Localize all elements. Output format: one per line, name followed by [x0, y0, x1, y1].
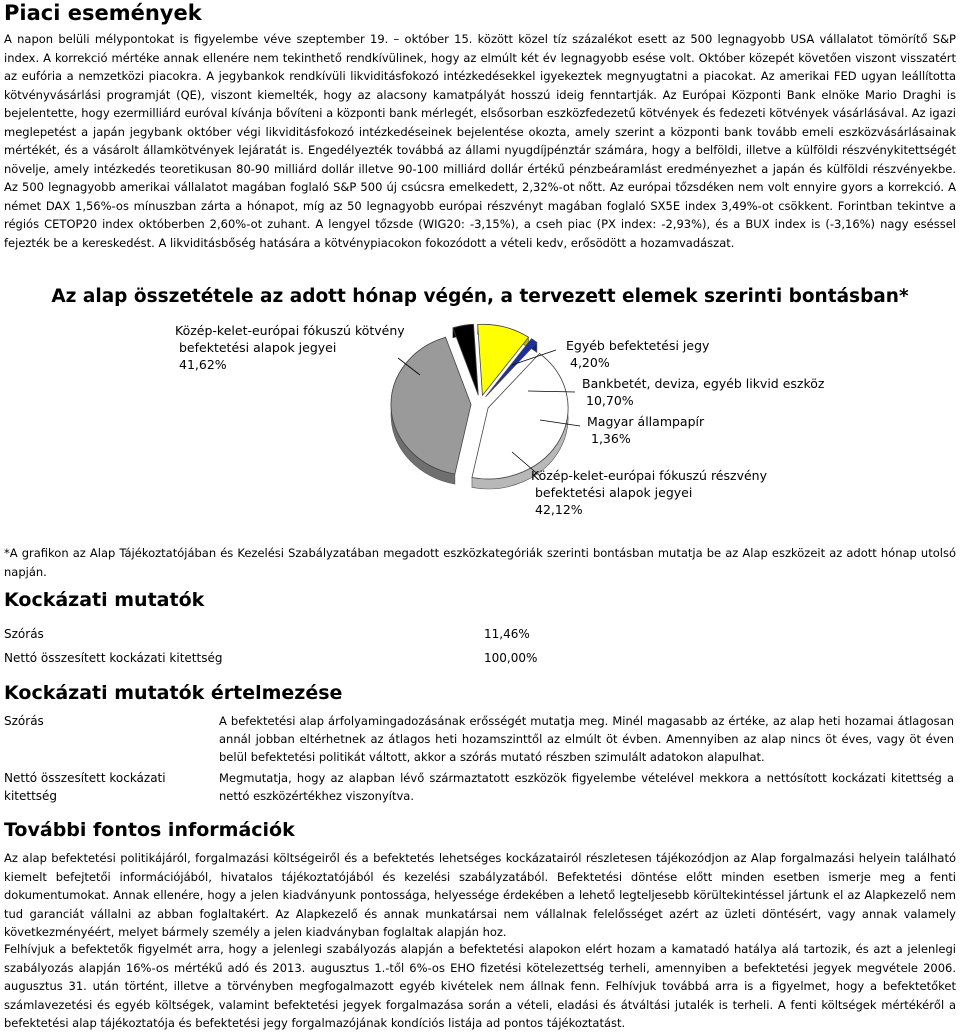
risk-interpretation-heading: Kockázati mutatók értelmezése	[4, 682, 343, 704]
pie-category-label-0: befektetési alapok jegyei	[535, 485, 693, 500]
risk-metrics-heading: Kockázati mutatók	[4, 589, 205, 611]
pie-category-label-0: Közép-kelet-európai fókuszú részvény	[531, 468, 767, 483]
interp-std-text: A befektetési alap árfolyamingadozásának erősségét mutatja meg. Minél magasabb az értéke, az alap heti hozamai átlagosan annál jobban eltérhetnek az átlagos heti hozamszinttől az elmúlt öt évben. Amennyiben az alap nincs öt éves, vagy öt éven belül befektetési politikát váltott, akkor a szórás mutató részben szimulált adatokon alapulhat.	[219, 714, 954, 764]
pie-slice-1	[391, 337, 471, 474]
risk-exposure-label: Nettó összesített kockázati kitettség	[4, 651, 223, 665]
pie-value-label-1: 41,62%	[179, 357, 227, 372]
pie-category-label-3: Bankbetét, deviza, egyéb likvid eszköz	[582, 376, 825, 391]
risk-exposure-value: 100,00%	[484, 651, 538, 665]
risk-std-label: Szórás	[4, 627, 44, 641]
pie-value-label-0: 42,12%	[535, 502, 583, 517]
pie-category-label-1: Közép-kelet-európai fókuszú kötvény	[175, 323, 405, 338]
market-events-heading: Piaci események	[4, 1, 202, 25]
further-info-heading: További fontos információk	[4, 819, 295, 841]
pie-category-label-1: befektetési alapok jegyei	[179, 340, 337, 355]
pie-category-label-4: Magyar állampapír	[587, 414, 705, 429]
pie-category-label-2: Egyéb befektetési jegy	[566, 338, 710, 353]
interp-std-label: Szórás	[4, 714, 44, 728]
risk-std-value: 11,46%	[484, 627, 530, 641]
pie-value-label-3: 10,70%	[586, 393, 634, 408]
pie-value-label-4: 1,36%	[591, 431, 631, 446]
further-info-paragraph-2: Felhívjuk a befektetők figyelmét arra, hogy a jelenlegi szabályozás alapján a befektetési alapokon elért hozam a kamatadó hatálya alá tartozik, és azt a jelenlegi szabályozás alapján 16%-os mértékű adó és 2013. augusztus 1.-től 6%-os EHO fizetési kötelezettség terheli, amennyiben a befektetési jegyek megvétele 2006. augusztus 31. után történt, illetve a törvényben megfogalmazott egyéb kivételek nem állnak fenn. Felhívjuk továbbá arra is a figyelmet, hogy a befektetőket számlavezetési és egyéb költségek, valamint befektetési jegyek forgalmazása során a vételi, eladási és átváltási jutalék is terheli. A fenti költségek mértékéről a befektetési alap tájékoztatója és befektetési jegy forgalmazójának kondíciós listája ad pontos tájékoztatást.	[4, 942, 956, 1030]
pie-value-label-2: 4,20%	[570, 355, 610, 370]
further-info-paragraph-1: Az alap befektetési politikájáról, forgalmazási költségeiről és a befektetés lehetséges kockázatairól részletesen tájékozódjon az Alap forgalmazási helyein található kiemelt befejtetői információjából, hivatalos tájékoztatójából és kezelési szabályzatából. Befektetési döntése előtt minden esetben ismerje meg a fenti dokumentumokat. Annak ellenére, hogy a jelen kiadványunk pontossága, helyessége érdekében a lehető legteljesebb körültekintéssel jártunk el az Alapkezelő nem tud garanciát vállalni az abban foglaltakért. Az Alapkezelő és annak munkatársai nem vállalnak felelősséget azért az üzleti döntésért, vagy annak valamely következményéért, melyet bármely személy a jelen kiadványban foglaltak alapján hoz.	[4, 851, 956, 939]
market-events-paragraph: A napon belüli mélypontokat is figyelembe véve szeptember 19. – október 15. között közel tíz százalékot esett az 500 legnagyobb USA vállalatot tömörítő S&P index. A korrekció mértéke annak ellenére nem tekinthető rendkívülinek, hogy az elmúlt két év legnagyobb esése volt. Október közepét követően viszont visszatért az eufória a nemzetközi piacokra. A jegybankok rendkívüli likviditásfokozó intézkedésekkel igyekeztek megnyugtatni a piacokat. Az amerikai FED ugyan leállította kötvényvásárlási programját (QE), viszont kiemelték, hogy az alacsony kamatpályát hosszú ideig fenntartják. Az Európai Központi Bank elnöke Mario Draghi is bejelentette, hogy ezermilliárd euróval kívánja bővíteni a központi bank mérlegét, elsősorban eszközfedezetű kötvények és fedezeti kötvények vásárlásával. Az igazi meglepetést a japán jegybank október végi likviditásfokozó intézkedéseinek bejelentése okozta, amely szerint a központi bank tovább emeli eszközvásárlásainak mértékét, és a vásárolt államkötvények lejáratát is. Engedélyezték továbbá az állami nyugdíjpénztár számára, hogy a belföldi, illetve a külföldi részvénykitettségét növelje, amely intézkedés teoretikusan 80-90 milliárd dollár illetve 90-100 milliárd dollár értékű pénzbeáramlást eredményezhet a japán és külföldi részvényekbe. Az 500 legnagyobb amerikai vállalatot magában foglaló S&P 500 új csúcsra emelkedett, 2,32%-ot nőtt. Az európai tőzsdéken nem volt ennyire gyors a korrekció. A német DAX 1,56%-os mínuszban zárta a hónapot, míg az 50 legnagyobb európai részvényt magában foglaló SX5E index 3,49%-ot csökkent. Forintban tekintve a régiós CETOP20 index októberben 2,60%-ot zuhant. A lengyel tőzsde (WIG20: -3,15%), a cseh piac (PX index: -2,93%), és a BUX index is (-3,16%) nagy eséssel fejezték be a kereskedést. A likviditásbőség hatására a kötvénypiacokon fokozódott a vételi kedv, erősödött a hozamvadászat.	[4, 32, 956, 250]
interp-exposure-label: Nettó összesített kockázati kitettség	[4, 771, 166, 803]
allocation-footnote: *A grafikon az Alap Tájékoztatójában és Kezelési Szabályzatában megadott eszközkategóriák szerinti bontásban mutatja be az Alap eszközeit az adott hónap utolsó napján.	[4, 546, 956, 579]
allocation-heading: Az alap összetétele az adott hónap végén, a tervezett elemek szerinti bontásban*	[51, 286, 909, 307]
interp-exposure-text: Megmutatja, hogy az alapban lévő származtatott eszközök figyelembe vételével mekkora a nettósított kockázati kitettség a nettó eszközértékhez viszonyítva.	[219, 771, 954, 803]
